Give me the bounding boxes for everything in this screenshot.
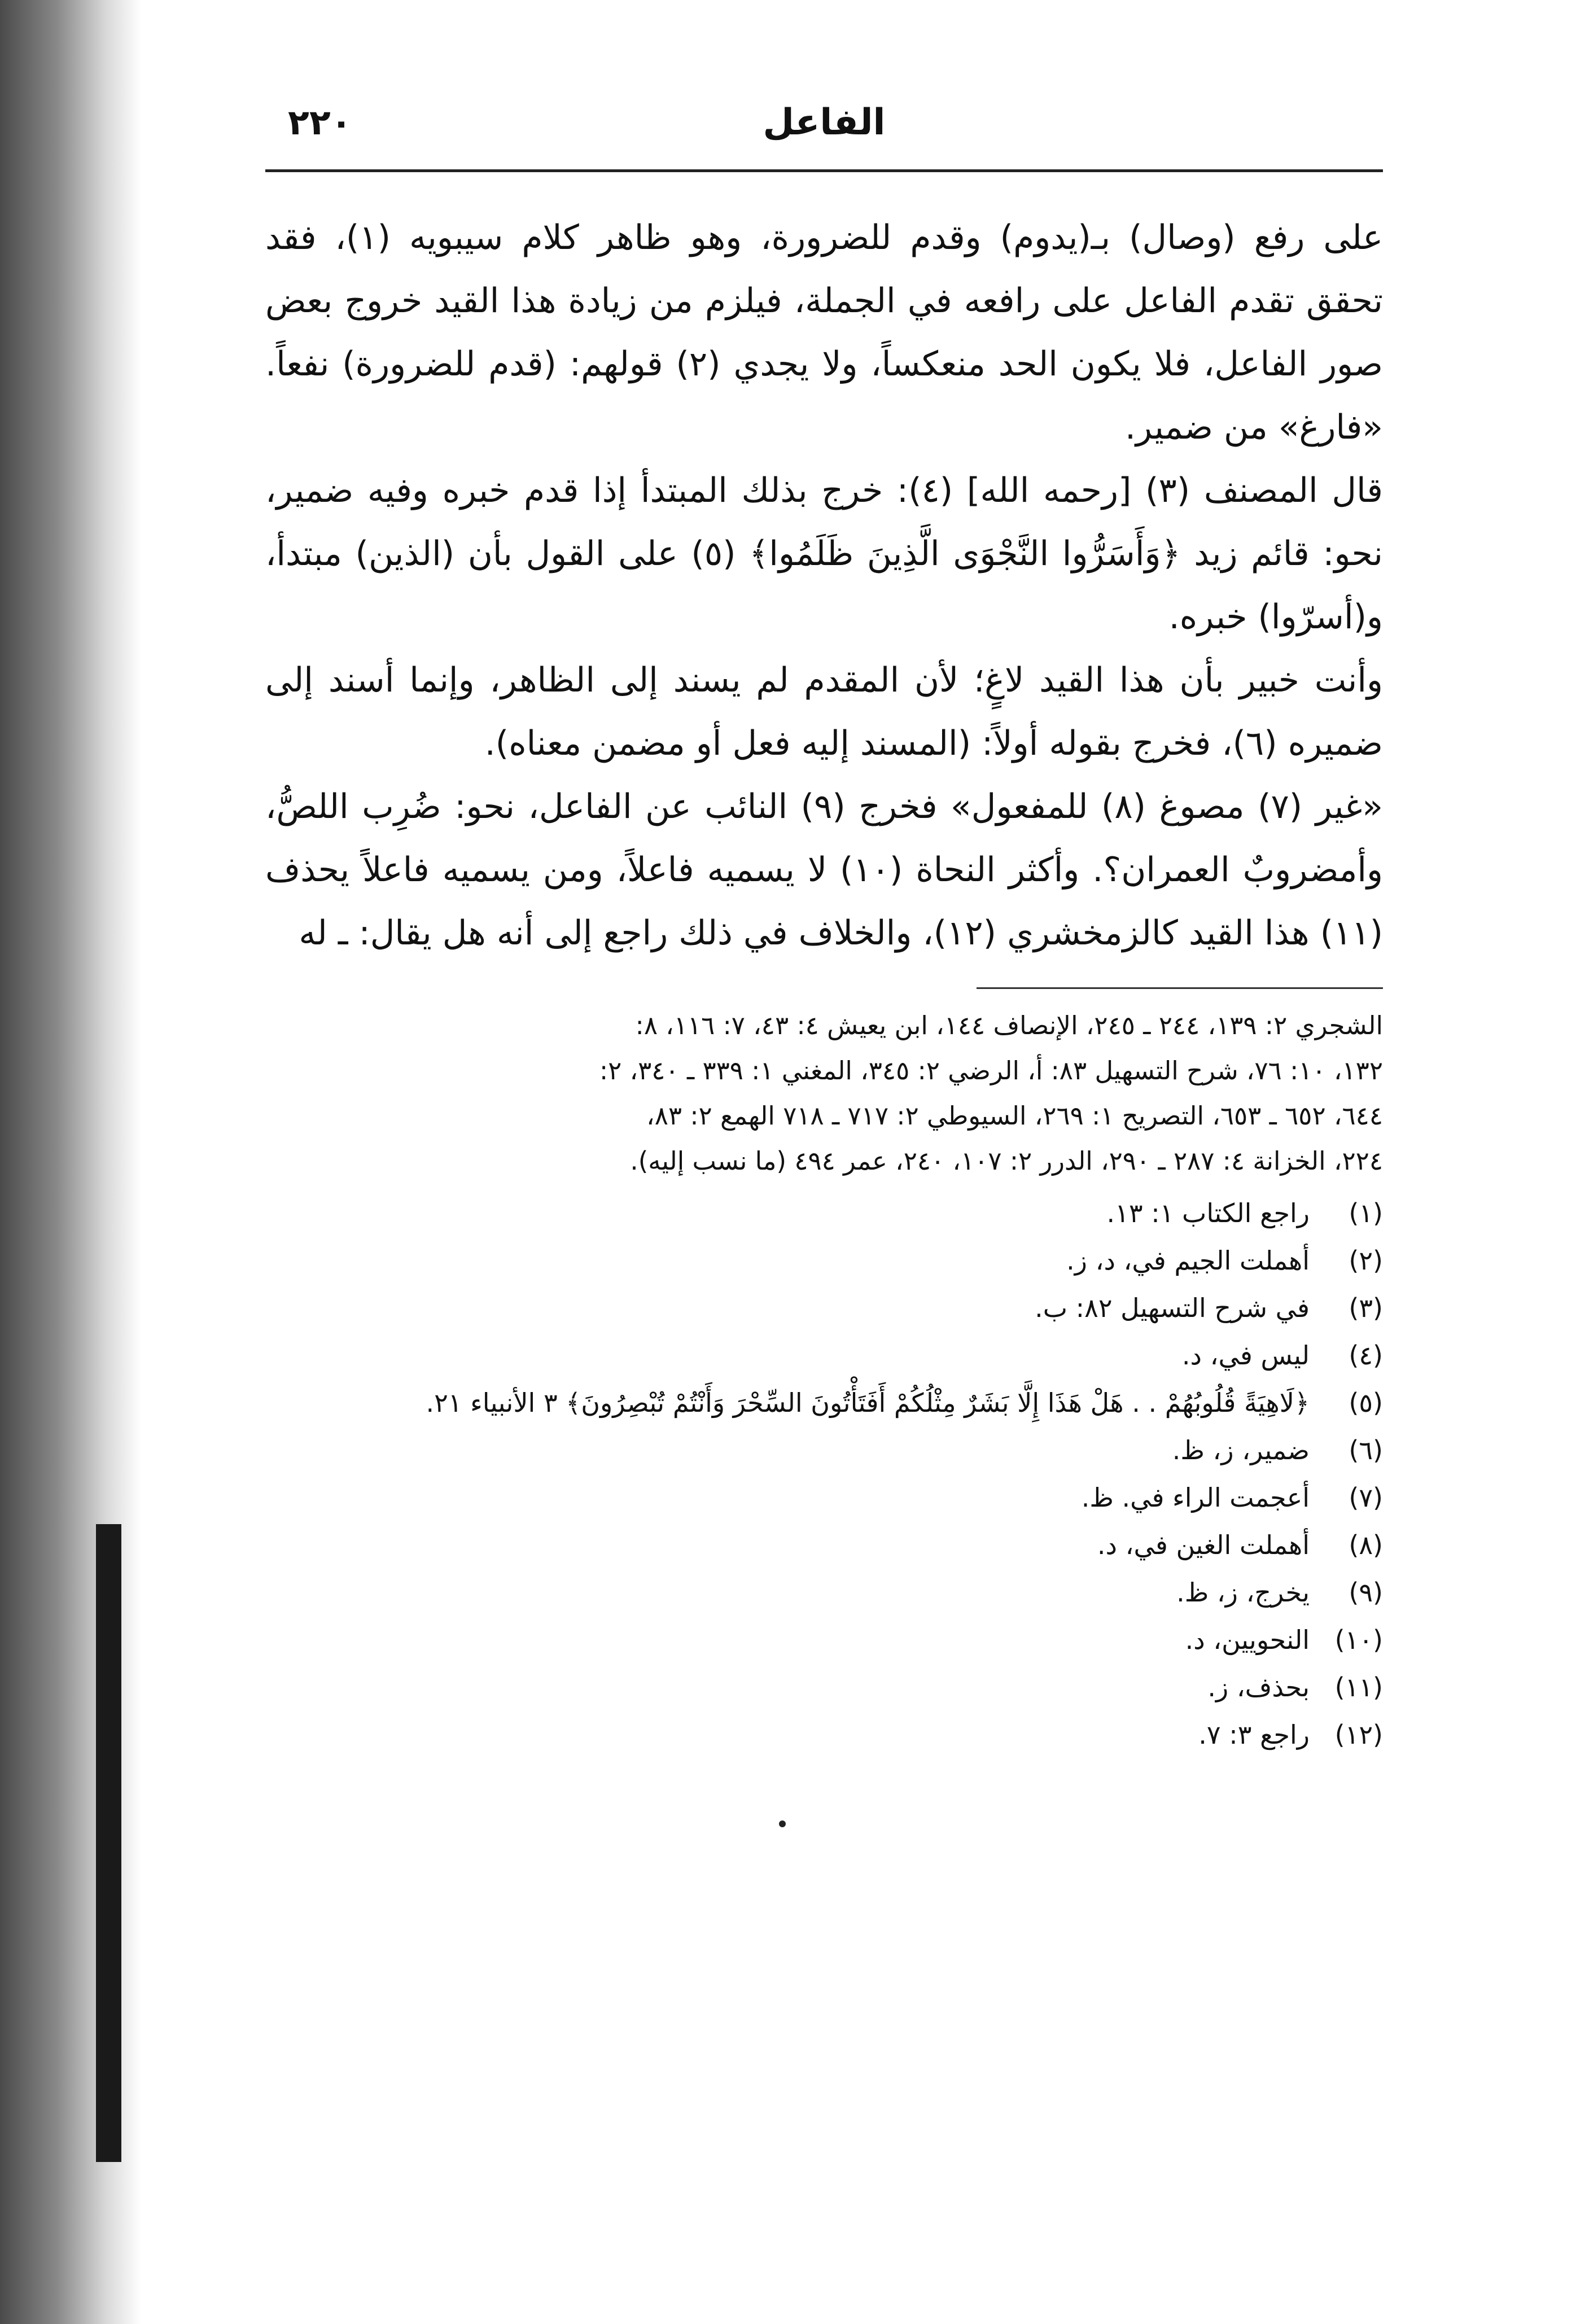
footnote-text: ﴿لَاهِيَةً قُلُوبُهُمْ . . هَلْ هَذَا إِلَّا بَشَرٌ مِثْلُكُمْ أَفَتَأْتُونَ السِّحْرَ وَأَنْتُمْ تُبْصِرُونَ﴾ ٣ الأنبياء ٢١. xyxy=(426,1388,1310,1418)
footnote-text: ضمير، ز، ظ. xyxy=(1172,1435,1310,1465)
footnote-number: (٢) xyxy=(1349,1245,1383,1276)
footnote-item xyxy=(265,1711,1383,1758)
paragraph: وأنت خبير بأن هذا القيد لاغٍ؛ لأن المقدم لم يسند إلى الظاهر، وإنما أسند إلى ضميره (٦)، فخرج بقوله أولاً: (المسند إليه فعل أو مضمن معناه). xyxy=(265,660,1383,763)
footnote-references xyxy=(265,1003,1383,1184)
binding-dark-edge xyxy=(96,1524,121,2162)
footnote-number: (١) xyxy=(1349,1198,1383,1228)
footnote-number: (١٠) xyxy=(1334,1625,1383,1655)
footnote-item xyxy=(265,1521,1383,1569)
paragraph: على رفع (وصال) بـ(يدوم) وقدم للضرورة، وهو ظاهر كلام سيبويه (١)، فقد تحقق تقدم الفاعل على رافعه في الجملة، فيلزم من زيادة هذا القيد خروج بعض صور الفاعل، فلا يكون الحد منعكساً، ولا يجدي (٢) قولهم: (قدم للضرورة) نفعاً. «فارغ» من ضمير. xyxy=(265,218,1383,447)
footnote-item xyxy=(265,1474,1383,1521)
footnote-text: أعجمت الراء في. ظ. xyxy=(1081,1482,1310,1513)
footnote-item xyxy=(265,1189,1383,1237)
footnote-number: (١٢) xyxy=(1334,1719,1383,1750)
footnote-number: (٩) xyxy=(1349,1577,1383,1608)
footnote-item xyxy=(265,1426,1383,1474)
paragraph: قال المصنف (٣) [رحمه الله] (٤): خرج بذلك المبتدأ إذا قدم خبره وفيه ضمير، نحو: قائم زيد ﴿وَأَسَرُّوا النَّجْوَى الَّذِينَ ظَلَمُوا﴾ (٥) على القول بأن (الذين) مبتدأ، و(أسرّوا) خبره. xyxy=(265,471,1383,637)
footnote-text: بحذف، ز. xyxy=(1207,1672,1310,1702)
footnote-item xyxy=(265,1284,1383,1332)
footnote-divider xyxy=(977,987,1383,989)
reference-line: الشجري ٢: ١٣٩، ٢٤٤ ـ ٢٤٥، الإنصاف ١٤٤، ابن يعيش ٤: ٤٣، ٧: ١١٦، ٨: xyxy=(635,1010,1383,1040)
footnote-number: (٣) xyxy=(1349,1293,1383,1323)
footnote-number: (١١) xyxy=(1334,1672,1383,1702)
footnote-number: (٨) xyxy=(1349,1530,1383,1560)
paragraph: «غير (٧) مصوغ (٨) للمفعول» فخرج (٩) النائب عن الفاعل، نحو: ضُرِب اللصُّ، وأمضروبٌ العمران؟. وأكثر النحاة (١٠) لا يسميه فاعلاً، ومن يسميه فاعلاً يحذف (١١) هذا القيد كالزمخشري (١٢)، والخلاف في ذلك راجع إلى أنه هل يقال: ـ له xyxy=(265,787,1384,953)
footnote-number: (٤) xyxy=(1349,1340,1383,1371)
page-title: الفاعل xyxy=(763,102,886,143)
footnote-item xyxy=(265,1569,1383,1616)
footnote-item xyxy=(265,1237,1383,1284)
footnote-item xyxy=(265,1664,1383,1711)
footnote-text: راجع ٣: ٧. xyxy=(1198,1719,1310,1750)
footnote-text: ليس في، د. xyxy=(1181,1340,1310,1371)
footnote-list xyxy=(265,1189,1383,1758)
footnote-text: يخرج، ز، ظ. xyxy=(1176,1577,1310,1608)
footnote-number: (٦) xyxy=(1349,1435,1383,1465)
footnote-item xyxy=(265,1332,1383,1379)
footnote-text: راجع الكتاب ١: ١٣. xyxy=(1106,1198,1310,1228)
reference-line: ١٣٢، ١٠: ٧٦، شرح التسهيل ٨٣: أ، الرضي ٢: ٣٤٥، المغني ١: ٣٣٩ ـ ٣٤٠، ٢: xyxy=(599,1056,1383,1086)
footnote-text: أهملت الجيم في، د، ز. xyxy=(1066,1245,1310,1276)
footnote-item xyxy=(265,1379,1383,1426)
footnote-number: (٥) xyxy=(1349,1388,1383,1418)
reference-line: ٢٢٤، الخزانة ٤: ٢٨٧ ـ ٢٩٠، الدرر ٢: ١٠٧، ٢٤٠، عمر ٤٩٤ (ما نسب إليه). xyxy=(630,1146,1383,1176)
page-header xyxy=(265,85,1383,172)
footnote-text: النحويين، د. xyxy=(1185,1625,1310,1655)
footnote-number: (٧) xyxy=(1349,1482,1383,1513)
ink-dot xyxy=(779,1820,786,1827)
body-text xyxy=(265,206,1383,965)
page xyxy=(265,85,1383,1758)
footnote-text: في شرح التسهيل ٨٢: ب. xyxy=(1035,1293,1310,1323)
footnote-item xyxy=(265,1616,1383,1664)
reference-line: ٦٤٤، ٦٥٢ ـ ٦٥٣، التصريح ١: ٢٦٩، السيوطي ٢: ٧١٧ ـ ٧١٨ الهمع ٢: ٨٣، xyxy=(646,1101,1383,1131)
page-number: ٢٢٠ xyxy=(288,102,352,143)
footnote-text: أهملت الغين في، د. xyxy=(1097,1530,1310,1560)
